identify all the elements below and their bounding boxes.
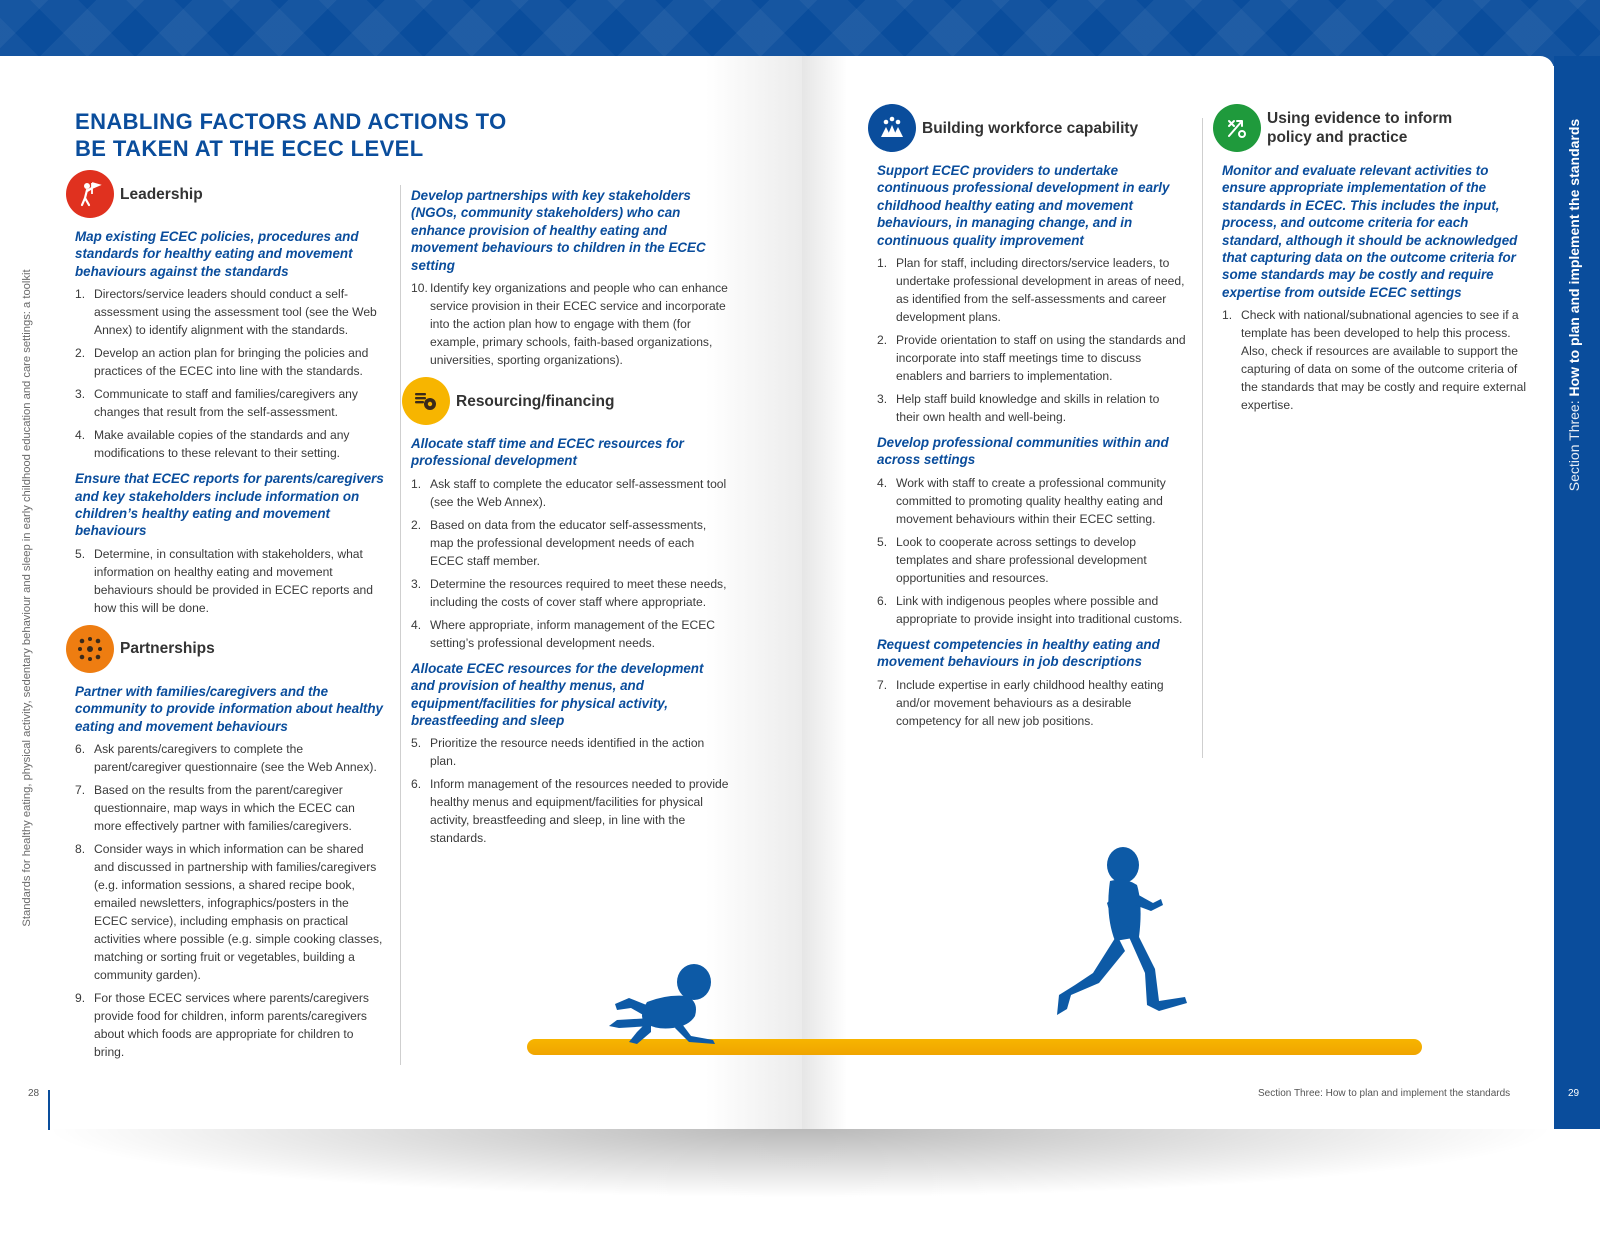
partnerships-list-2 bbox=[411, 279, 729, 369]
toolkit-running-title: Standards for healthy eating, physical activity, sedentary behaviour and sleep in early childhood education and care settings: a toolkit bbox=[21, 269, 33, 927]
list-item: 2. Provide orientation to staff on using the standards and incorporate into staff meetings time to discuss enablers and barriers to implementation. bbox=[877, 333, 1186, 384]
list-item: 6. Inform management of the resources needed to provide healthy menus and equipment/facilities for physical activity, breastfeeding and sleep, in line with the standards. bbox=[411, 777, 729, 846]
evidence-list-1 bbox=[1222, 306, 1531, 414]
leadership-subheading-2: Ensure that ECEC reports for parents/caregivers and key stakeholders include information on children’s healthy eating and movement behaviours bbox=[75, 471, 384, 539]
list-item: 2. Develop an action plan for bringing the policies and practices of the ECEC into line with the standards. bbox=[75, 346, 369, 379]
partnerships-header bbox=[66, 625, 384, 673]
partnerships-subheading-1: Partner with families/caregivers and the community to provide information about healthy eating and movement behaviours bbox=[75, 683, 383, 734]
list-item: 2. Based on data from the educator self-assessments, map the professional development needs of each ECEC staff member. bbox=[411, 517, 707, 568]
evidence-subheading-1: Monitor and evaluate relevant activities to ensure appropriate implementation of the standards in ECEC. This includes the input, process, and outcome criteria for each standard, although it should be acknowledged that capturing data on the outcome criteria for some standards may be costly and require expertise from outside ECEC settings bbox=[1222, 163, 1518, 300]
list-item: 1. Ask staff to complete the educator self-assessment tool (see the Web Annex). bbox=[411, 476, 727, 509]
list-item: 7. Include expertise in early childhood healthy eating and/or movement behaviours as a desirable competency for all new job positions. bbox=[877, 677, 1164, 728]
list-item: 6. Ask parents/caregivers to complete the parent/caregiver questionnaire (see the Web Annex). bbox=[75, 742, 377, 775]
resourcing-title: Resourcing/financing bbox=[456, 392, 615, 410]
list-item: 9. For those ECEC services where parents/caregivers provide food for children, inform parents/caregivers about which foods are appropriate for children to bring. bbox=[75, 991, 369, 1060]
leadership-list-2 bbox=[75, 545, 384, 617]
resourcing-list-2 bbox=[411, 734, 729, 847]
list-item: 3. Determine the resources required to meet these needs, including the costs of cover staff where appropriate. bbox=[411, 576, 727, 609]
list-item: 10. Identify key organizations and people who can enhance service provision in their ECEC service and incorporate into the action plan how to engage with them (for example, primary schools, faith-based organizations, universities, sporting organizations). bbox=[411, 281, 728, 368]
workforce-header bbox=[868, 104, 1186, 152]
list-item: 1. Plan for staff, including directors/service leaders, to undertake professional development in areas of need, as identified from the self-assessments and career development plans. bbox=[877, 256, 1185, 325]
running-child-silhouette bbox=[1055, 845, 1195, 1035]
partnerships-subheading-2: Develop partnerships with key stakeholders (NGOs, community stakeholders) who can enhance provision of healthy eating and movement behaviours to children in the ECEC setting bbox=[411, 188, 706, 273]
column-4 bbox=[1213, 104, 1531, 422]
people-group-icon bbox=[868, 104, 916, 152]
workforce-subheading-2: Develop professional communities within and across settings bbox=[877, 435, 1169, 468]
footer-section-title: Section Three: How to plan and implement the standards bbox=[1258, 1088, 1511, 1099]
book-shadow bbox=[40, 1128, 1560, 1198]
coins-gear-icon bbox=[402, 377, 450, 425]
flag-person-icon bbox=[66, 170, 114, 218]
workforce-subheading-3: Request competencies in healthy eating and movement behaviours in job descriptions bbox=[877, 636, 1160, 670]
evidence-title: Using evidence to inform policy and practice bbox=[1267, 110, 1453, 146]
resourcing-list-1 bbox=[411, 475, 729, 652]
leadership-title: Leadership bbox=[120, 185, 203, 203]
list-item: 1. Directors/service leaders should conduct a self-assessment using the assessment tool (see the Web Annex) to identify alignment with the standards. bbox=[75, 287, 377, 338]
evidence-header bbox=[1213, 104, 1531, 152]
workforce-list-2 bbox=[877, 474, 1186, 628]
resourcing-subheading-1: Allocate staff time and ECEC resources for professional development bbox=[411, 436, 684, 469]
leadership-list-1 bbox=[75, 285, 384, 462]
list-item: 4. Work with staff to create a professional community committed to promoting quality healthy eating and movement behaviours within their ECEC setting. bbox=[877, 475, 1166, 526]
section-side-label: Section Three: How to plan and implement the standards bbox=[1566, 118, 1582, 492]
list-item: 4. Make available copies of the standards and any modifications to these relevant to their setting. bbox=[75, 428, 350, 461]
list-item: 8. Consider ways in which information can be shared and discussed in partnership with families/caregivers (e.g. information sessions, a shared recipe book, emailed newsletters, infographics/posters in the ECEC service), including emphasis on practical activities where possible (e.g. simple cooking classes, matching or sorting fruit or vegetables, building a community garden). bbox=[75, 842, 383, 983]
page-number-right: 29 bbox=[1568, 1088, 1580, 1099]
workforce-subheading-1: Support ECEC providers to undertake continuous professional development in early childhood healthy eating and movement behaviours, in managing change, and in continuous quality improvement bbox=[877, 163, 1170, 248]
evidence-arrows-icon bbox=[1213, 104, 1261, 152]
column-divider bbox=[1202, 118, 1203, 758]
column-1 bbox=[66, 170, 384, 1069]
left-page-rule bbox=[48, 1090, 50, 1130]
workforce-list-3 bbox=[877, 676, 1186, 730]
network-nodes-icon bbox=[66, 625, 114, 673]
workforce-title: Building workforce capability bbox=[922, 119, 1139, 137]
list-item: 4. Where appropriate, inform management of the ECEC setting’s professional development needs. bbox=[411, 617, 716, 650]
column-2 bbox=[411, 187, 729, 855]
crawling-baby-silhouette bbox=[607, 958, 727, 1048]
list-item: 6. Link with indigenous peoples where possible and appropriate to provide insight into traditional customs. bbox=[877, 593, 1183, 626]
leadership-subheading-1: Map existing ECEC policies, procedures and standards for healthy eating and movement behaviours against the standards bbox=[75, 229, 359, 279]
list-item: 5. Prioritize the resource needs identified in the action plan. bbox=[411, 736, 705, 769]
list-item: 3. Communicate to staff and families/caregivers any changes that result from the self-assessment. bbox=[75, 387, 358, 420]
list-item: 7. Based on the results from the parent/caregiver questionnaire, map ways in which the ECEC can more effectively partner with families/caregivers. bbox=[75, 783, 355, 834]
column-3 bbox=[868, 104, 1186, 738]
list-item: 5. Determine, in consultation with stakeholders, what information on healthy eating and movement behaviours should be provided in ECEC reports and how this will be done. bbox=[75, 546, 373, 615]
partnerships-list-1 bbox=[75, 740, 384, 1061]
list-item: 5. Look to cooperate across settings to develop templates and share professional development opportunities and resources. bbox=[877, 534, 1147, 585]
leadership-header bbox=[66, 170, 384, 218]
page-number-left: 28 bbox=[28, 1088, 40, 1099]
partnerships-title: Partnerships bbox=[120, 640, 215, 658]
workforce-list-1 bbox=[877, 254, 1186, 426]
list-item: 1. Check with national/subnational agencies to see if a template has been developed to help this process. Also, check if resources are available to support the capturing of data on some of the outcome criteria of the standards that may be costly and require external expertise. bbox=[1222, 308, 1527, 413]
list-item: 3. Help staff build knowledge and skills in relation to their own health and well-being. bbox=[877, 392, 1160, 425]
column-divider bbox=[400, 185, 401, 1065]
resourcing-header bbox=[402, 377, 729, 425]
resourcing-subheading-2: Allocate ECEC resources for the development and provision of healthy menus, and equipment/facilities for physical activity, breastfeeding and sleep bbox=[411, 660, 704, 729]
page-title: ENABLING FACTORS AND ACTIONS TO BE TAKEN AT THE ECEC LEVEL bbox=[75, 109, 507, 161]
